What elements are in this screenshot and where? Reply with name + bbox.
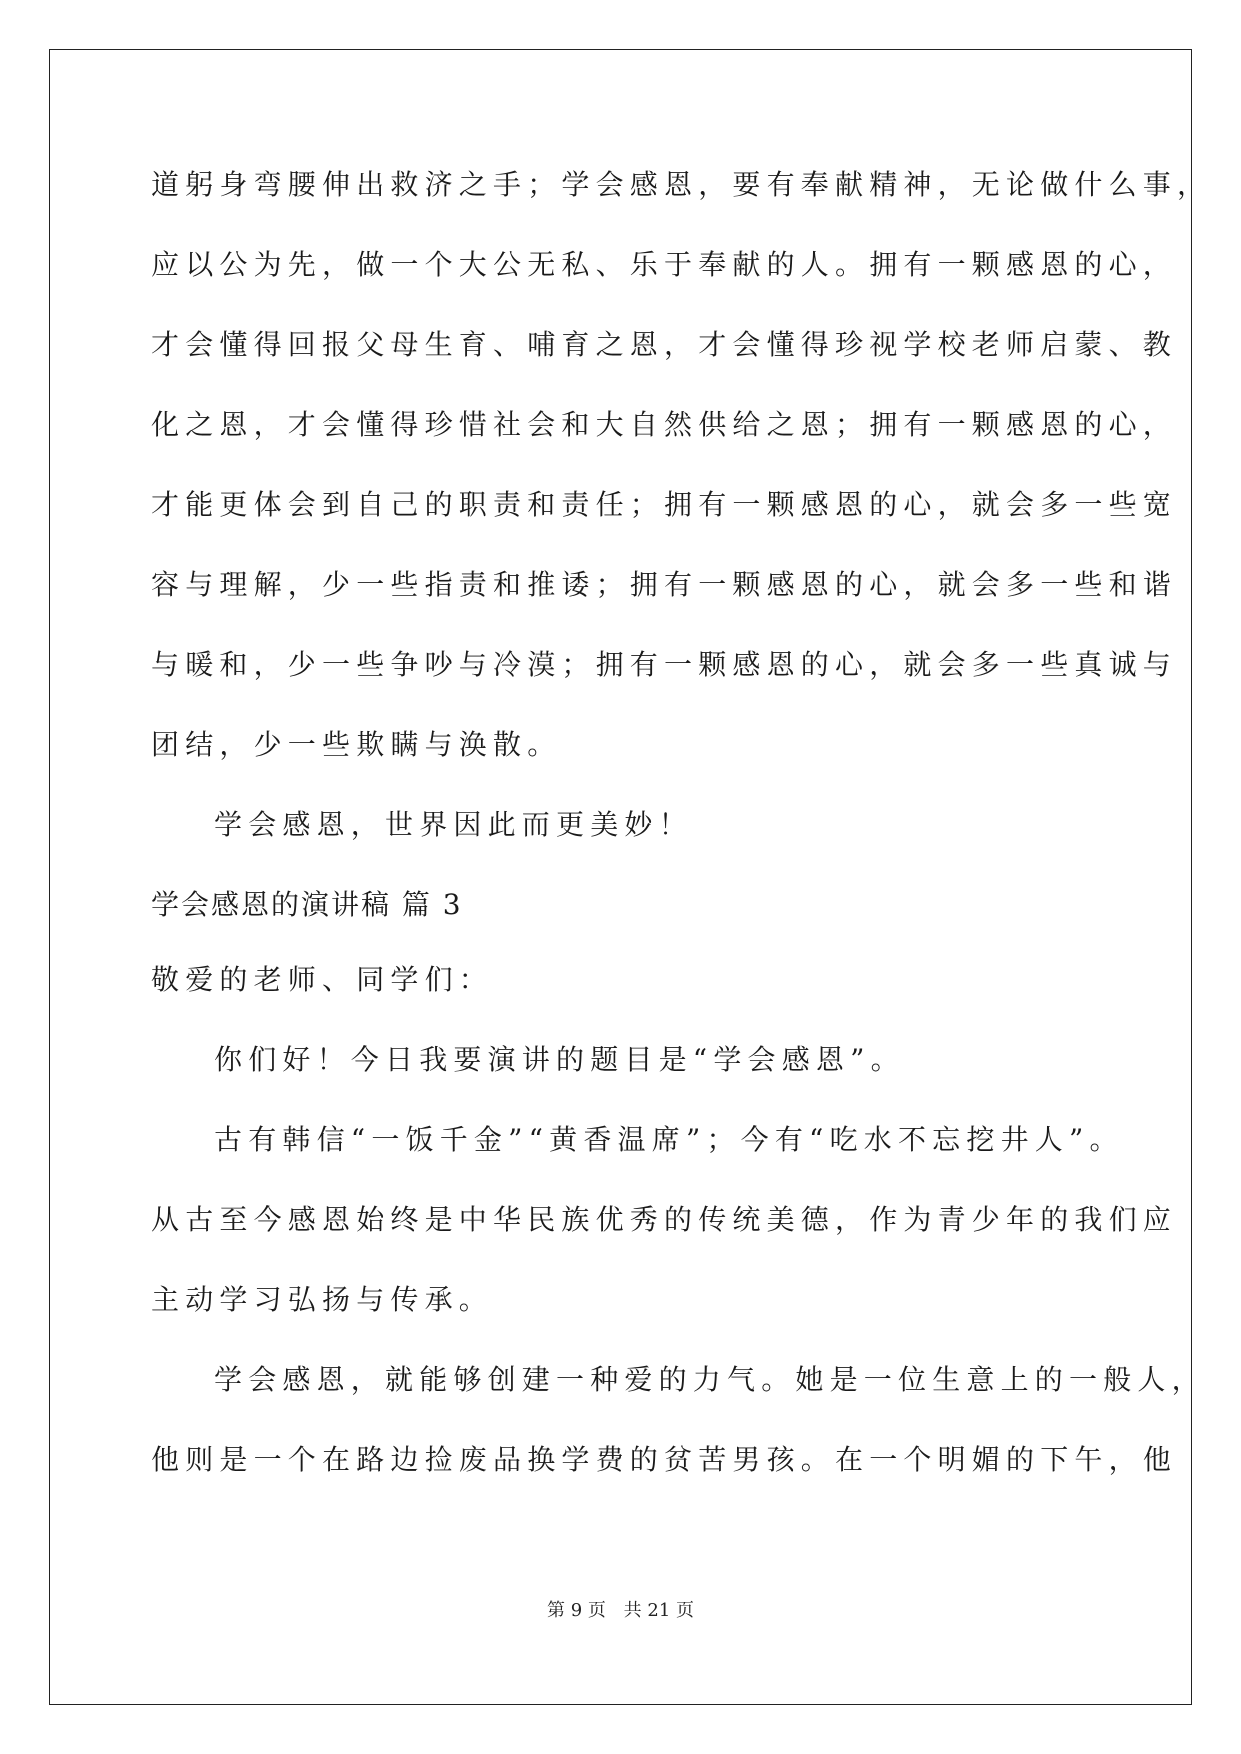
section-heading: 学会感恩的演讲稿 篇 3 — [151, 888, 463, 921]
paragraph-line: 团结，少一些欺瞒与涣散。 — [151, 728, 562, 761]
paragraph-line: 你们好！今日我要演讲的题目是“学会感恩”。 — [214, 1043, 905, 1076]
page-footer — [0, 1596, 1241, 1622]
paragraph-line: 才能更体会到自己的职责和责任；拥有一颗感恩的心，就会多一些宽 — [151, 488, 1178, 521]
paragraph-line: 应以公为先，做一个大公无私、乐于奉献的人。拥有一颗感恩的心， — [151, 248, 1178, 281]
page-number: 第 9 页 — [547, 1600, 606, 1621]
document-body — [151, 162, 1212, 1517]
paragraph-line: 学会感恩，就能够创建一种爱的力气。她是一位生意上的一般人， — [214, 1363, 1206, 1396]
paragraph-line: 容与理解，少一些指责和推诿；拥有一颗感恩的心，就会多一些和谐 — [151, 568, 1178, 601]
paragraph-line: 才会懂得回报父母生育、哺育之恩，才会懂得珍视学校老师启蒙、教 — [151, 328, 1178, 361]
paragraph-line: 从古至今感恩始终是中华民族优秀的传统美德，作为青少年的我们应 — [151, 1203, 1178, 1236]
paragraph-line: 道躬身弯腰伸出救济之手；学会感恩，要有奉献精神，无论做什么事， — [151, 168, 1212, 201]
paragraph-line: 与暖和，少一些争吵与冷漠；拥有一颗感恩的心，就会多一些真诚与 — [151, 648, 1178, 681]
page-total: 共 21 页 — [623, 1600, 694, 1621]
paragraph-line: 古有韩信“一饭千金”“黄香温席”；今有“吃水不忘挖井人”。 — [214, 1123, 1124, 1156]
paragraph-line: 主动学习弘扬与传承。 — [151, 1283, 494, 1316]
paragraph-line: 学会感恩，世界因此而更美妙！ — [214, 808, 693, 841]
salutation: 敬爱的老师、同学们： — [151, 963, 494, 996]
paragraph-line: 他则是一个在路边捡废品换学费的贫苦男孩。在一个明媚的下午，他 — [151, 1443, 1178, 1476]
paragraph-line: 化之恩，才会懂得珍惜社会和大自然供给之恩；拥有一颗感恩的心， — [151, 408, 1178, 441]
